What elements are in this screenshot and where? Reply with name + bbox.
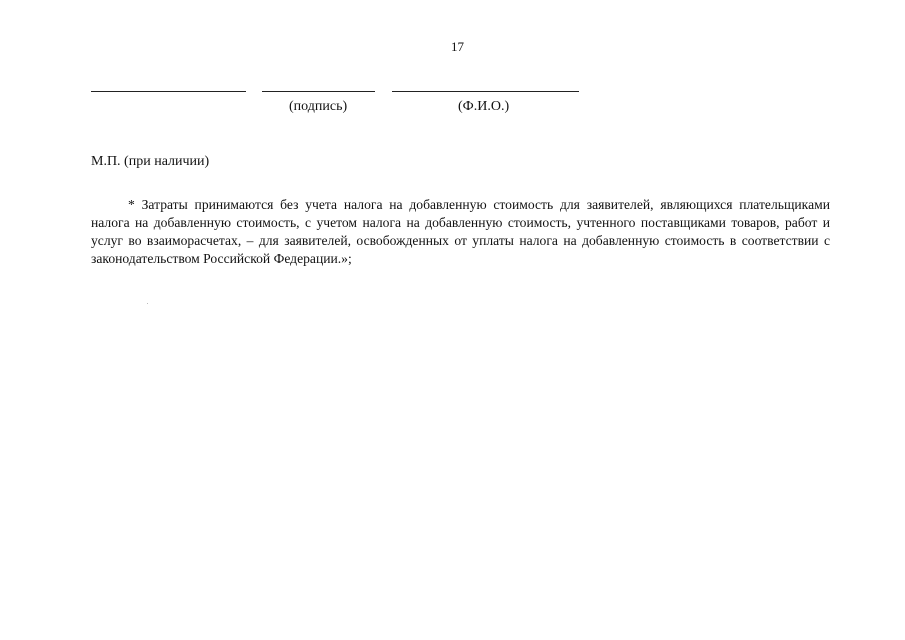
signature-caption: (подпись) xyxy=(289,99,348,114)
stamp-note: М.П. (при наличии) xyxy=(91,154,210,169)
footnote-paragraph: * Затраты принимаются без учета налога на добавленную стоимость для заявителей, являющихся плательщиками налога на добавленную стоимость, с учетом налога на добавленную стоимость, учтенного поставщиками товаров, работ и услуг во взаиморасчетах, – для заявителей, освобожденных от уплаты налога на добавленную стоимость в соответствии с законодательством Российской Федерации.»; xyxy=(91,197,830,266)
fio-caption: (Ф.И.О.) xyxy=(458,99,510,114)
page-number: 17 xyxy=(451,39,464,54)
position-blank-line xyxy=(91,91,246,92)
signature-blank-line xyxy=(262,91,375,92)
fio-blank-line xyxy=(392,91,579,92)
scan-artifact-dot xyxy=(147,303,148,304)
